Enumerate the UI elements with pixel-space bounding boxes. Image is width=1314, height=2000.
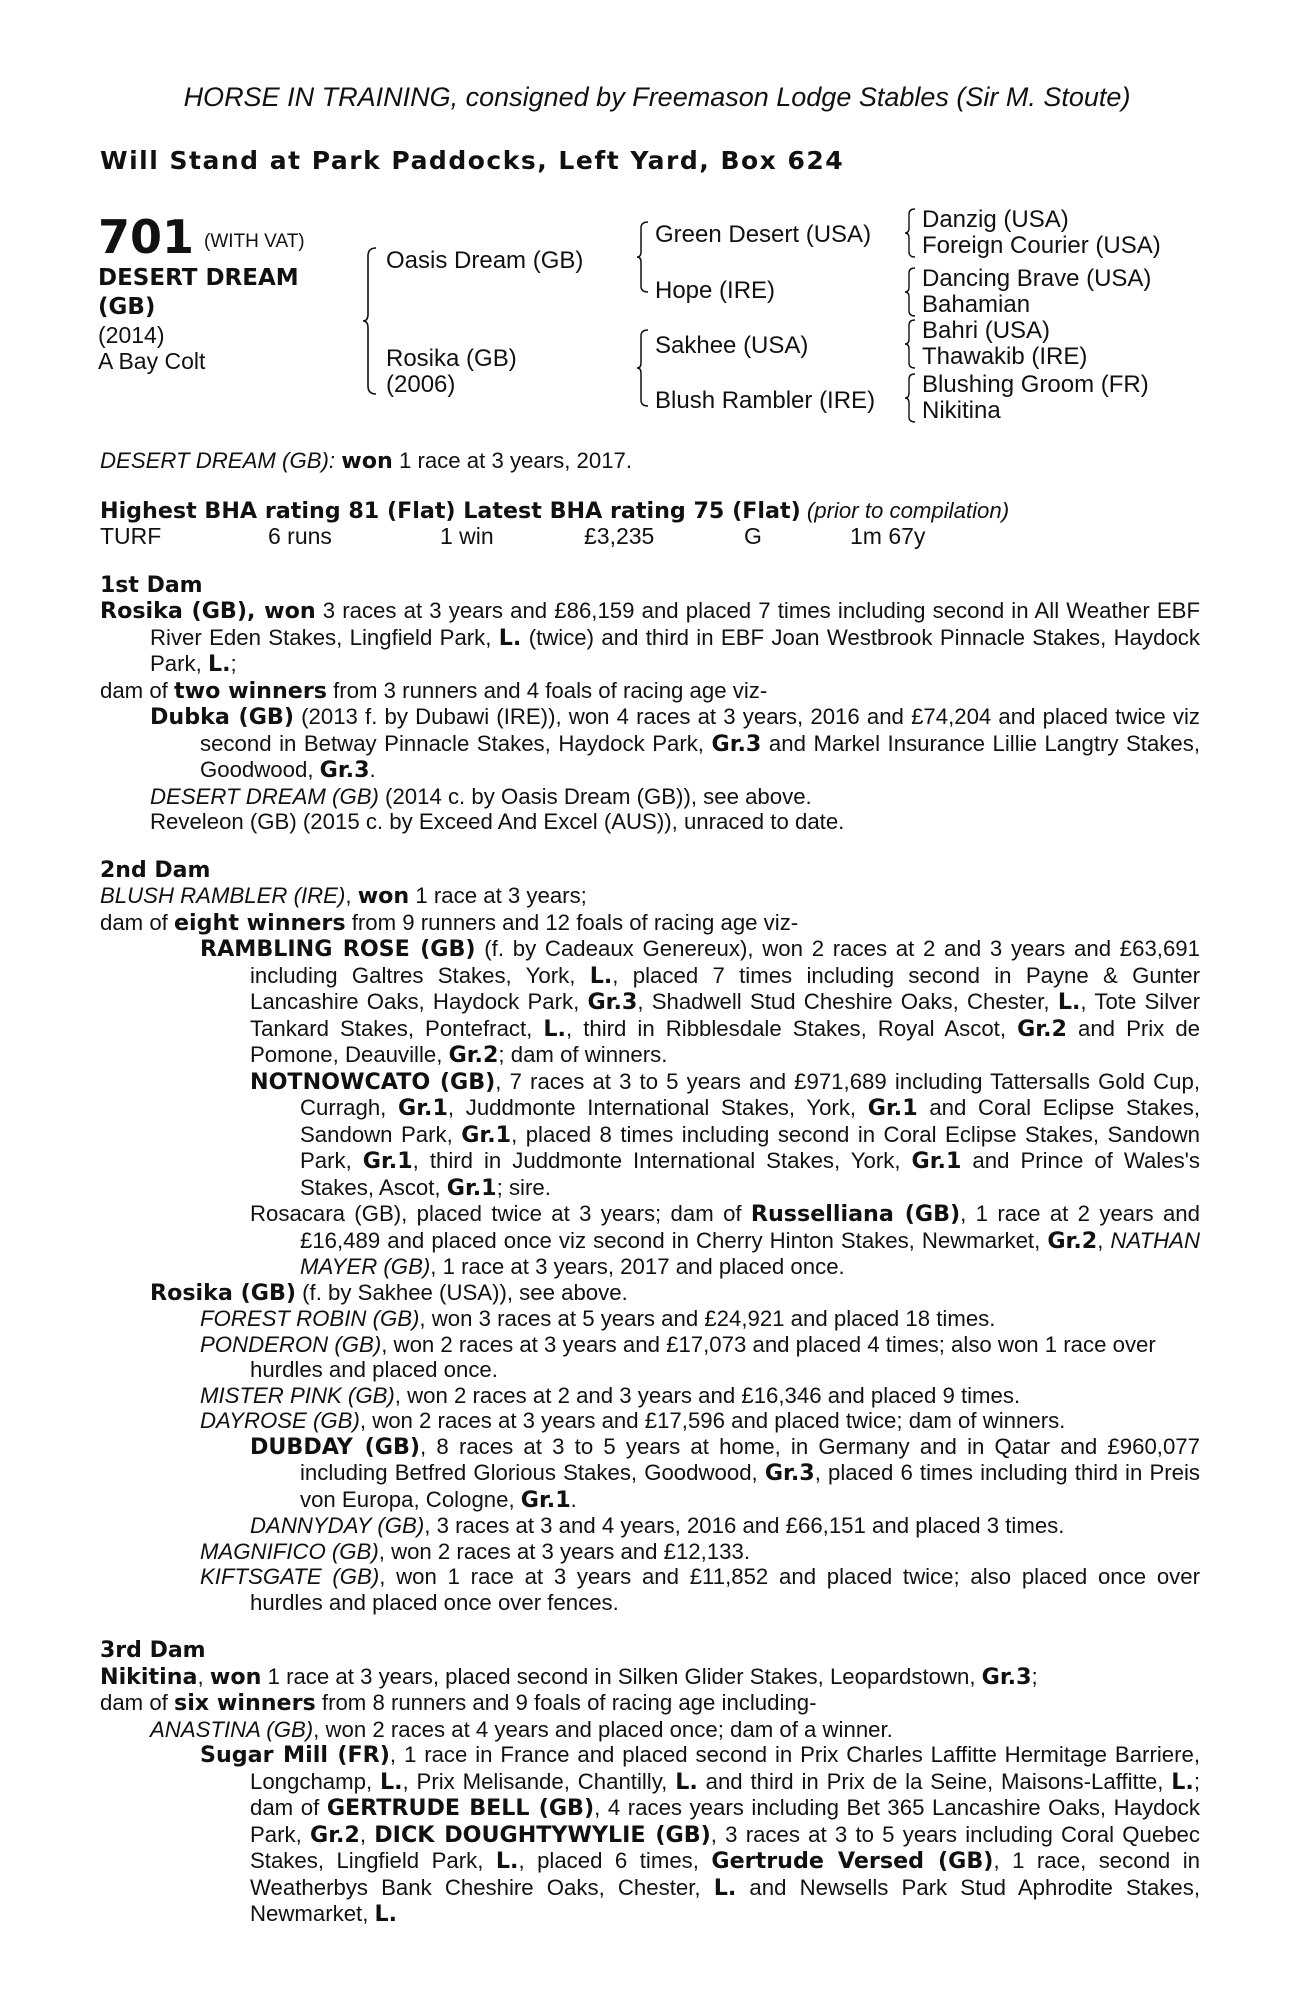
text-run: from 9 runners and 12 foals of racing age viz-: [345, 909, 799, 935]
text-run: L.: [207, 651, 231, 677]
text-run: Gr.1: [520, 1486, 571, 1513]
text-run: ,: [359, 1821, 375, 1847]
text-run: .: [570, 1486, 577, 1512]
text-run: and Prince of Wales's Stakes, Ascot,: [300, 1148, 1200, 1200]
text-run: from 8 runners and 9 foals of racing age including-: [315, 1690, 817, 1715]
text-run: 3 races at 3 years and £86,159 and placed 7 times including second in All Weather EBF River Eden Stakes, Lingfield Park,: [150, 598, 1200, 650]
text-run: DAYROSE (GB): [200, 1408, 360, 1433]
text-run: , Juddmonte International Stakes, York,: [447, 1095, 868, 1120]
first-dam-p3: [100, 704, 1200, 784]
text-run: two winners: [174, 677, 327, 704]
text-run: Gr.1: [398, 1095, 448, 1121]
text-run: Gr.3: [711, 730, 762, 757]
gs-brace-1: [904, 207, 918, 259]
second-dam-p8: [100, 1332, 1200, 1383]
text-run: L.: [1057, 989, 1081, 1015]
stat-wins: 1 win: [440, 523, 494, 549]
first-dam-p2: [100, 678, 1200, 705]
gs-brace-4: [904, 372, 918, 424]
sire-line-brace: [636, 220, 652, 294]
text-run: L.: [498, 624, 522, 651]
text-run: and Prix de Pomone, Deauville,: [250, 1015, 1201, 1067]
text-run: L.: [713, 1874, 737, 1901]
text-run: from 3 runners and 4 foals of racing age viz-: [326, 677, 768, 703]
text-run: , 1 race at 3 years, 2017 and placed once.: [430, 1254, 845, 1279]
text-run: , 1 race in France and placed second in Prix Charles Laffitte Hermitage Barriere, Longchamp,: [250, 1742, 1200, 1794]
sire-dam-brace: [362, 246, 382, 396]
first-dam-heading: 1st Dam: [100, 572, 203, 598]
pedigree-dam-year: (2006): [386, 371, 456, 398]
text-run: 1 race at 3 years;: [409, 883, 587, 908]
text-run: DICK DOUGHTYWYLIE (GB): [374, 1821, 711, 1848]
text-run: KIFTSGATE (GB): [200, 1564, 380, 1589]
second-dam-heading: 2nd Dam: [100, 857, 211, 883]
text-run: eight winners: [174, 909, 346, 936]
text-run: , 3 races at 3 to 5 years including Coral Quebec Stakes, Lingfield Park,: [250, 1821, 1200, 1873]
text-run: Gr.3: [764, 1460, 815, 1486]
text-run: L.: [495, 1848, 519, 1874]
text-run: 1 race at 3 years, placed second in Silken Glider Stakes, Leopardstown,: [261, 1663, 982, 1689]
gs-brace-3: [904, 318, 918, 370]
second-dam-p9: [100, 1383, 1200, 1409]
text-run: NOTNOWCATO (GB): [250, 1068, 496, 1095]
first-dam-p4: [100, 784, 1200, 810]
text-run: , Tote Silver Tankard Stakes, Pontefract,: [250, 989, 1200, 1041]
text-run: , won 1 race at 3 years and £11,852 and placed twice; also placed once over hurdles and placed once over fences.: [250, 1564, 1200, 1615]
text-run: ,: [197, 1663, 210, 1689]
text-run: DANNYDAY (GB): [250, 1513, 425, 1538]
text-run: BLUSH RAMBLER (IRE): [100, 883, 346, 908]
second-dam-p13: [100, 1539, 1200, 1565]
text-run: and third in Prix de la Seine, Maisons-Laffitte,: [697, 1768, 1172, 1794]
stat-distance: 1m 67y: [850, 523, 926, 549]
text-run: :: [328, 448, 336, 473]
text-run: RAMBLING ROSE (GB): [200, 936, 476, 962]
third-dam-heading: 3rd Dam: [100, 1638, 206, 1663]
text-run: Gr.3: [587, 989, 638, 1015]
second-dam-p4: [100, 1069, 1200, 1202]
turf-stats: [100, 524, 1200, 550]
text-run: Gr.2: [1047, 1227, 1098, 1254]
pedigree-gs-8: Nikitina: [922, 397, 1001, 424]
text-run: , 3 races at 3 and 4 years, 2016 and £66,151 and placed 3 times.: [424, 1513, 1065, 1538]
text-run: , 8 races at 3 to 5 years at home, in Germany and in Qatar and £960,077 including Betfred Glorious Stakes, Goodwood,: [300, 1433, 1200, 1485]
pedigree-dam: Rosika (GB): [386, 345, 517, 372]
stat-going: G: [744, 523, 762, 549]
horse-name-line2: (GB): [98, 294, 156, 320]
text-run: dam of: [100, 909, 174, 935]
text-run: DESERT DREAM (GB): [100, 448, 329, 473]
text-run: NATHAN MAYER (GB): [300, 1227, 1200, 1279]
second-dam-p14: [100, 1564, 1200, 1615]
text-run: , third in Ribblesdale Stakes, Royal Ascot,: [565, 1015, 1018, 1041]
text-run: , placed 6 times including third in Preis von Europa, Cologne,: [300, 1460, 1200, 1512]
text-run: Sugar Mill (FR): [200, 1742, 390, 1768]
text-run: , placed 6 times,: [518, 1848, 712, 1873]
text-run: Russelliana (GB): [750, 1201, 961, 1227]
text-run: (f. by Sakhee (USA)), see above.: [296, 1279, 628, 1305]
text-run: Highest BHA rating 81 (Flat) Latest BHA rating 75 (Flat): [100, 497, 801, 524]
text-run: , won 2 races at 4 years and placed once; dam of a winner.: [313, 1716, 893, 1742]
text-run: (prior to compilation): [806, 497, 1010, 523]
text-run: ANASTINA (GB): [150, 1716, 314, 1742]
text-run: , 1 race at 2 years and £16,489 and placed once viz second in Cherry Hinton Stakes, Newmarket,: [300, 1201, 1200, 1253]
text-run: Gr.2: [1017, 1015, 1067, 1042]
pedigree-sire-sire: Green Desert (USA): [655, 221, 872, 248]
text-run: and Newsells Park Stud Aphrodite Stakes, Newmarket,: [250, 1874, 1200, 1926]
text-run: and Markel Insurance Lillie Langtry Stakes, Goodwood,: [200, 730, 1200, 782]
pedigree-gs-7: Blushing Groom (FR): [922, 371, 1149, 398]
text-run: GERTRUDE BELL (GB): [326, 1795, 595, 1821]
text-run: MISTER PINK (GB): [200, 1382, 395, 1408]
text-run: ; dam of: [250, 1768, 1200, 1820]
pedigree-gs-5: Bahri (USA): [922, 317, 1051, 344]
bha-rating: [100, 498, 1200, 525]
pedigree-gs-1: Danzig (USA): [922, 206, 1069, 233]
pedigree-gs-6: Thawakib (IRE): [922, 343, 1088, 370]
first-dam-p5: Reveleon (GB) (2015 c. by Exceed And Excel (AUS)), unraced to date.: [150, 809, 845, 834]
text-run: , placed 8 times including second in Coral Eclipse Stakes, Sandown Park,: [300, 1121, 1200, 1173]
stat-prize: £3,235: [584, 523, 655, 549]
stat-surface: TURF: [100, 523, 162, 549]
pedigree-sire: Oasis Dream (GB): [386, 247, 584, 274]
text-run: Gr.3: [981, 1663, 1032, 1690]
second-dam-p7: [100, 1306, 1200, 1332]
text-run: FOREST ROBIN (GB): [200, 1306, 420, 1331]
horse-description: A Bay Colt: [98, 348, 206, 374]
consignment-line: HORSE IN TRAINING, consigned by Freemason Lodge Stables (Sir M. Stoute): [183, 82, 1131, 112]
text-run: Gr.1: [461, 1121, 512, 1148]
text-run: Gr.1: [911, 1148, 962, 1174]
second-dam-p6: [100, 1280, 1200, 1307]
text-run: Gr.1: [446, 1174, 497, 1201]
pedigree-gs-3: Dancing Brave (USA): [922, 265, 1152, 292]
text-run: (twice) and third in EBF Joan Westbrook Pinnacle Stakes, Haydock Park,: [150, 624, 1200, 676]
text-run: , 7 races at 3 to 5 years and £971,689 including Tattersalls Gold Cup, Curragh,: [300, 1068, 1201, 1120]
pedigree-sire-dam: Hope (IRE): [655, 277, 776, 304]
text-run: Nikitina: [100, 1663, 198, 1690]
stat-runs: 6 runs: [268, 523, 332, 549]
second-dam-p5: [100, 1201, 1200, 1280]
text-run: ; sire.: [496, 1174, 551, 1200]
second-dam-p3: [100, 936, 1200, 1069]
second-dam-p1: [100, 883, 1200, 910]
text-run: L.: [675, 1768, 698, 1795]
text-run: L.: [589, 962, 613, 989]
text-run: ;: [230, 651, 237, 676]
text-run: Rosika (GB): [150, 1279, 296, 1306]
horse-name: [98, 264, 299, 322]
text-run: L.: [379, 1768, 403, 1795]
text-run: , Shadwell Stud Cheshire Oaks, Chester,: [637, 989, 1058, 1014]
text-run: won: [357, 883, 410, 909]
text-run: Gr.3: [319, 757, 370, 783]
horse-name-line1: DESERT DREAM: [98, 265, 299, 291]
text-run: ,: [345, 883, 358, 908]
text-run: MAGNIFICO (GB): [200, 1538, 379, 1564]
pedigree-dam-dam: Blush Rambler (IRE): [655, 387, 876, 414]
text-run: dam of: [100, 1690, 174, 1715]
text-run: , won 2 races at 3 years and £12,133.: [378, 1538, 750, 1564]
text-run: (f. by Cadeaux Genereux), won 2 races at 2 and 3 years and £63,691 including Galtres Stakes, York,: [250, 936, 1200, 988]
gs-brace-2: [904, 266, 918, 318]
text-run: 1 race at 3 years, 2017.: [398, 448, 633, 473]
text-run: ;: [1031, 1663, 1038, 1689]
text-run: (2014 c. by Oasis Dream (GB)), see above.: [378, 783, 812, 809]
second-dam-p11: [100, 1434, 1200, 1514]
third-dam-p2: [100, 1690, 1200, 1717]
text-run: , won 2 races at 2 and 3 years and £16,346 and placed 9 times.: [394, 1382, 1021, 1408]
text-run: ,: [1097, 1227, 1111, 1253]
text-run: dam of: [100, 677, 174, 703]
second-dam-p12: [100, 1513, 1200, 1539]
text-run: Gr.1: [867, 1095, 918, 1121]
race-record: [100, 448, 1200, 1928]
text-run: Rosika (GB), won: [100, 598, 316, 624]
lot-header: [98, 210, 305, 264]
text-run: and Coral Eclipse Stakes, Sandown Park,: [300, 1095, 1200, 1147]
text-run: Gr.2: [310, 1821, 360, 1848]
third-dam-p3: [100, 1717, 1200, 1743]
pedigree-gs-2: Foreign Courier (USA): [922, 232, 1161, 259]
location-line: Will Stand at Park Paddocks, Left Yard, Box 624: [100, 146, 845, 175]
text-run: six winners: [174, 1690, 316, 1716]
text-run: , third in Juddmonte International Stakes, York,: [412, 1148, 912, 1173]
text-run: won: [209, 1663, 262, 1690]
summary-line: [100, 448, 1200, 475]
third-dam-p4: [100, 1742, 1200, 1928]
third-dam-p1: [100, 1664, 1200, 1691]
text-run: DUBDAY (GB): [250, 1433, 421, 1460]
text-run: , 4 races years including Bet 365 Lancashire Oaks, Haydock Park,: [250, 1795, 1200, 1847]
lot-number: 701: [98, 210, 195, 264]
text-run: L.: [543, 1015, 566, 1042]
text-run: PONDERON (GB): [200, 1331, 382, 1357]
text-run: Gertrude Versed (GB): [711, 1848, 994, 1874]
pedigree-gs-4: Bahamian: [922, 291, 1031, 318]
pedigree-dam-sire: Sakhee (USA): [655, 332, 809, 359]
first-dam-p1: [100, 598, 1200, 678]
text-run: Gr.1: [362, 1148, 413, 1174]
text-run: , placed 7 times including second in Payne & Gunter Lancashire Oaks, Haydock Park,: [250, 962, 1201, 1014]
text-run: , Prix Melisande, Chantilly,: [402, 1768, 676, 1794]
text-run: Dubka (GB): [150, 704, 294, 730]
foaling-year: (2014): [98, 322, 165, 348]
text-run: L.: [1171, 1768, 1194, 1795]
vat-note: (WITH VAT): [204, 231, 305, 252]
text-run: , won 2 races at 3 years and £17,596 and placed twice; dam of winners.: [359, 1408, 1066, 1433]
text-run: Rosacara (GB), placed twice at 3 years; dam of: [250, 1201, 751, 1226]
text-run: (2013 f. by Dubawi (IRE)), won 4 races at 3 years, 2016 and £74,204 and placed twice viz second in Betway Pinnacle Stakes, Haydock Park,: [200, 704, 1201, 756]
text-run: Gr.2: [448, 1042, 499, 1068]
text-run: , won 2 races at 3 years and £17,073 and placed 4 times; also won 1 race over hurdles and placed once.: [250, 1331, 1156, 1382]
text-run: , 1 race, second in Weatherbys Bank Cheshire Oaks, Chester,: [250, 1848, 1200, 1900]
text-run: .: [369, 757, 376, 782]
dam-line-brace: [636, 328, 652, 408]
text-run: , won 3 races at 5 years and £24,921 and placed 18 times.: [419, 1306, 996, 1331]
text-run: won: [341, 448, 393, 474]
text-run: L.: [374, 1901, 398, 1927]
text-run: DESERT DREAM (GB): [150, 783, 379, 809]
second-dam-p10: [100, 1408, 1200, 1434]
second-dam-p2: [100, 910, 1200, 937]
text-run: ; dam of winners.: [498, 1042, 668, 1067]
